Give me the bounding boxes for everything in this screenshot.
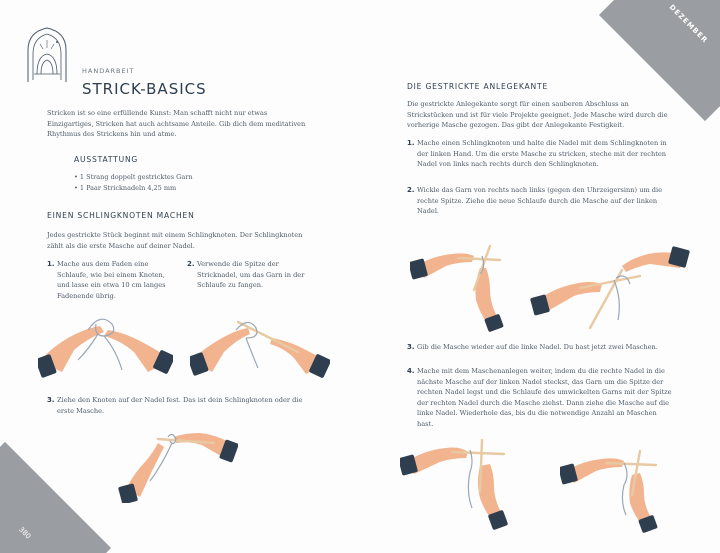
cast-on-step-3 (407, 342, 675, 353)
step-text: Mache mit dem Maschenanlegen weiter, indem du die rechte Nadel in die nächste Masche auf der linken Nadel steckst, das Garn um die Spitze der rechten Nadel legst und die Schlaufe des umwickelten Garns mit der Spitze der rechten Nadel durch die Masche ziehst. Dann ziehe die Masche auf die linke Nadel. Wiederhole das, bis du die notwendige Anzahl an Maschen hast. (417, 367, 672, 428)
equipment-item: • 1 Paar Stricknadeln 4,25 mm (74, 183, 177, 192)
step-number: 4. (407, 367, 415, 375)
step-text: Wickle das Garn von rechts nach links (gegen den Uhrzeigersinn) um die rechte Spitze. Ziehe die neue Schlaufe durch die Masche auf der linken Nadel. (417, 186, 663, 215)
equipment-list (74, 172, 193, 193)
slipknot-step-1 (47, 259, 177, 301)
step-number: 3. (407, 343, 415, 351)
intro-paragraph: Stricken ist so eine erfüllende Kunst: Man schafft nicht nur etwas Einzigartiges, Stricken hat auch achtsame Anteile. Gib dich dem meditativen Rhythmus des Strickens hin und atme. (47, 109, 306, 138)
slipknot-heading: EINEN SCHLINGKNOTEN MACHEN (47, 211, 195, 220)
month-label: DEZEMBER (667, 3, 710, 45)
step-text: Gib die Masche wieder auf die linke Nadel. Du hast jetzt zwei Maschen. (417, 343, 658, 351)
cast-on-step-1 (407, 138, 675, 170)
page-corner-tab (0, 442, 111, 553)
cast-on-insert-illustration (410, 240, 510, 332)
slipknot-needle-illustration (190, 312, 330, 378)
cast-on-step-2 (407, 185, 675, 217)
cast-on-step-4 (407, 366, 675, 429)
section-kicker: HANDARBEIT (82, 67, 135, 75)
step-text: Mache einen Schlingknoten und halte die Nadel mit dem Schlingknoten in der linken Hand. Um die erste Masche zu stricken, steche mit der rechten Nadel von links nach rechts durch den Schlingknoten. (417, 139, 667, 168)
equipment-heading: AUSSTATTUNG (74, 155, 139, 164)
step-number: 1. (407, 139, 415, 147)
cast-on-heading: DIE GESTRICKTE ANLEGEKANTE (407, 82, 549, 91)
rainbow-arch-icon (24, 26, 70, 84)
page-number: 380 (17, 525, 33, 541)
slipknot-intro: Jedes gestrickte Stück beginnt mit einem Schlingknoten. Der Schlingknoten zählt als die erste Masche auf deiner Nadel. (47, 231, 303, 250)
step-number: 3. (47, 396, 55, 404)
cast-on-wrap-illustration (530, 240, 690, 332)
slipknot-step-2 (187, 259, 315, 291)
step-number: 1. (47, 260, 55, 268)
cast-on-continue-illustration (560, 445, 670, 535)
cast-on-two-stitches-illustration (400, 432, 520, 532)
step-number: 2. (407, 186, 415, 194)
slipknot-step-3 (47, 395, 309, 416)
page-title: STRICK-BASICS (82, 80, 207, 98)
cast-on-intro: Die gestrickte Anlegekante sorgt für einen sauberen Abschluss an Strickstücken und ist für viele Projekte geeignet. Jede Masche wird durch die vorherige Masche gezogen. Das gibt der Anlegekante Festigkeit. (407, 100, 668, 129)
step-text: Verwende die Spitze der Stricknadel, um das Garn in der Schlaufe zu fangen. (197, 260, 305, 289)
step-text: Ziehe den Knoten auf der Nadel fest. Das ist dein Schlingknoten oder die erste Masche. (57, 396, 303, 415)
step-text: Mache aus dem Faden eine Schlaufe, wie bei einem Knoten, und lasse ein etwa 10 cm langes Fadenende übrig. (57, 260, 166, 300)
slipknot-tighten-illustration (118, 425, 238, 503)
slipknot-loop-illustration (38, 310, 173, 378)
step-number: 2. (187, 260, 195, 268)
equipment-item: • 1 Strang doppelt gestricktes Garn (74, 173, 193, 181)
